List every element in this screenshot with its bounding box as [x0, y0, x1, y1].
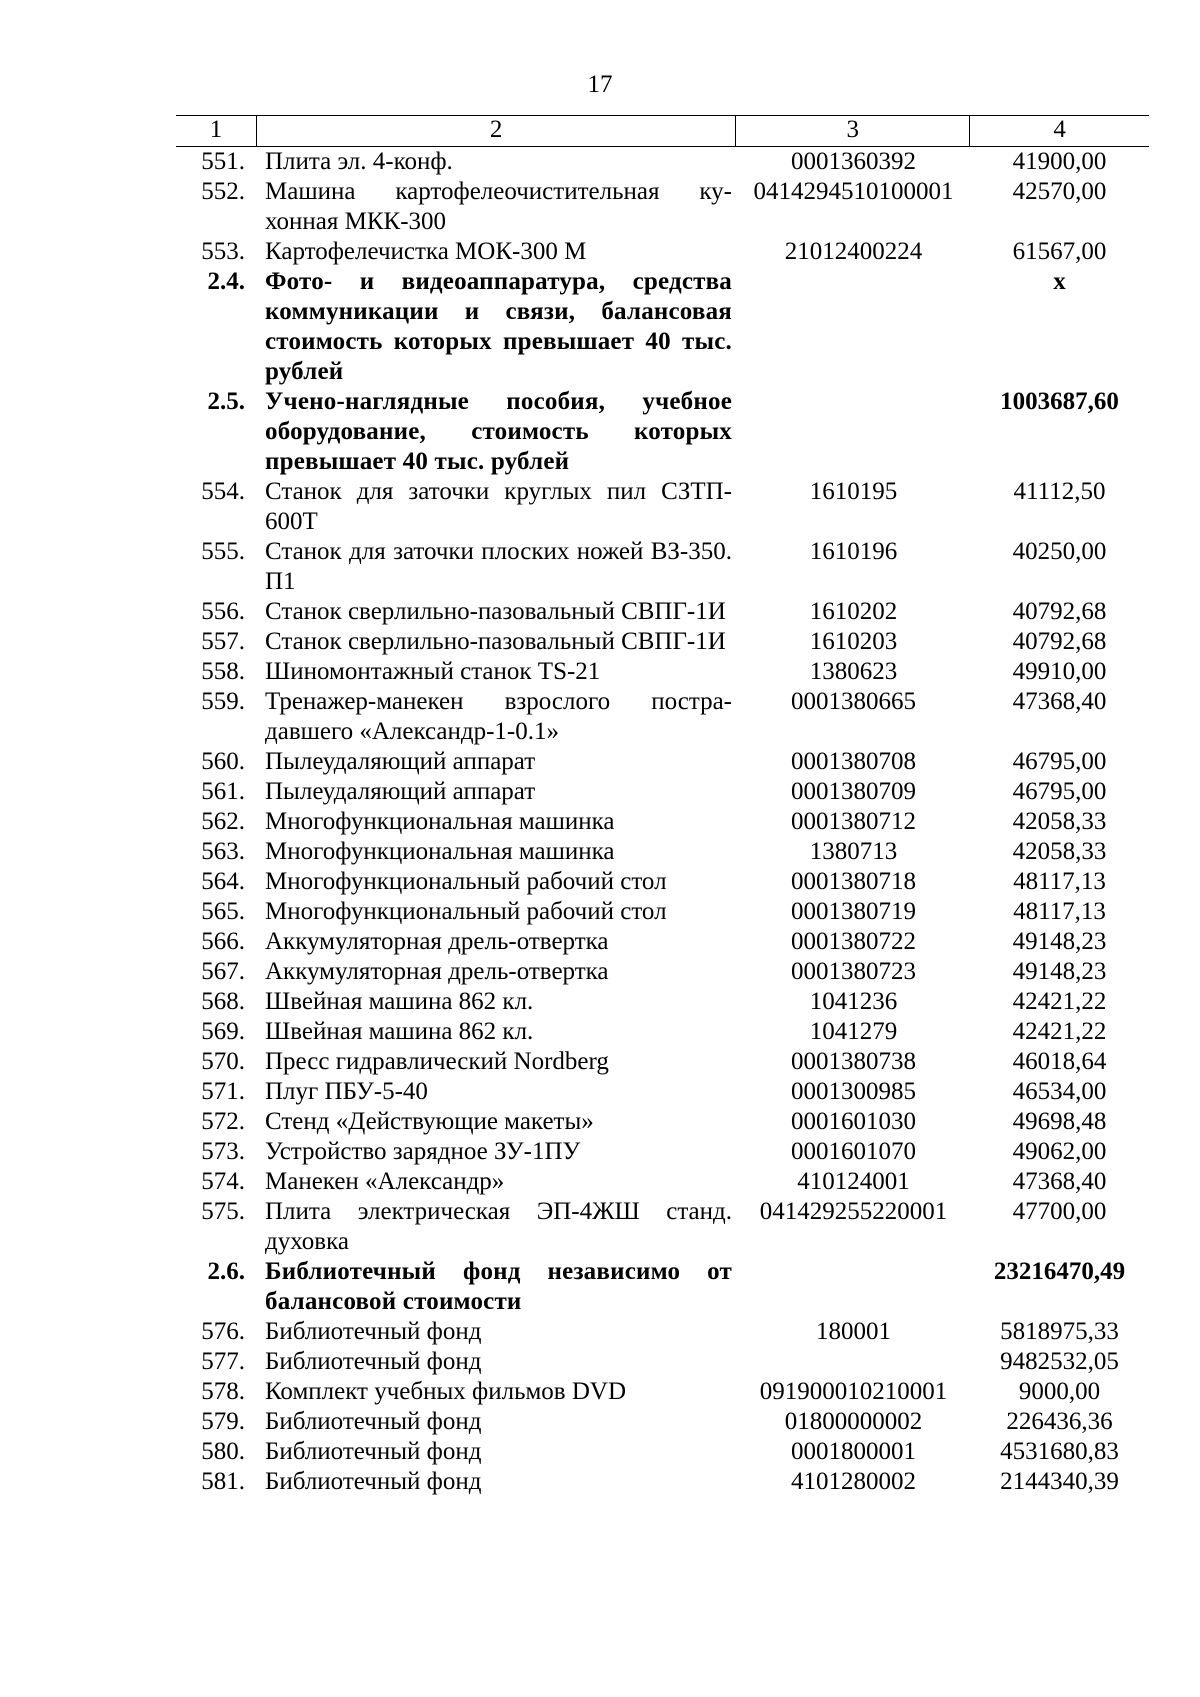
- item-value: х: [1053, 268, 1066, 295]
- row-number: 563.: [201, 838, 245, 865]
- row-number: 567.: [201, 958, 245, 985]
- item-name: Пылеудаляющий аппарат: [265, 778, 536, 805]
- inventory-code: 0001360392: [791, 148, 916, 175]
- item-value: 23216470,49: [993, 1258, 1126, 1285]
- section-row: [176, 267, 1149, 387]
- inventory-table: [176, 115, 1149, 1497]
- item-name: Шиномонтажный станок TS-21: [265, 658, 601, 685]
- row-number: 570.: [201, 1048, 245, 1075]
- inventory-code: 0001300985: [791, 1078, 916, 1105]
- item-value: 46795,00: [1012, 778, 1107, 805]
- item-value: 41112,50: [1013, 478, 1106, 505]
- table-row: [176, 237, 1149, 267]
- inventory-code: 0001380709: [791, 778, 916, 805]
- item-name: Аккумуляторная дрель-отвертка: [265, 958, 609, 985]
- item-value: 226436,36: [1006, 1408, 1113, 1435]
- item-name: Библиотечный фонд: [265, 1468, 482, 1495]
- item-name: Плита электрическая ЭП-4ЖШ станд. духовка: [265, 1198, 732, 1255]
- item-name: Аккумуляторная дрель-отвертка: [265, 928, 609, 955]
- row-number: 561.: [201, 778, 245, 805]
- item-value: 47368,40: [1012, 688, 1107, 715]
- table-row: [176, 1017, 1149, 1047]
- inventory-code: 0001601070: [791, 1138, 916, 1165]
- item-value: 61567,00: [1012, 238, 1107, 265]
- table-row: [176, 927, 1149, 957]
- item-name: Тренажер-манекен взрослого постра-давшего «Александр-1-0.1»: [265, 688, 732, 745]
- row-number: 558.: [201, 658, 245, 685]
- inventory-code: [737, 387, 970, 477]
- row-number: 2.6.: [207, 1258, 245, 1285]
- row-number: 568.: [201, 988, 245, 1015]
- item-name: Станок для заточки круглых пил СЗТП- 600Т: [265, 478, 732, 535]
- table-row: [176, 687, 1149, 747]
- row-number: 564.: [201, 868, 245, 895]
- table-row: [176, 657, 1149, 687]
- item-value: 47700,00: [1012, 1198, 1107, 1225]
- item-name: Многофункциональный рабочий стол: [265, 868, 667, 895]
- item-name: Машина картофелеочистительная ку-хонная МКК-300: [265, 178, 732, 235]
- section-row: [176, 1257, 1149, 1317]
- inventory-code: 041429255220001: [759, 1198, 948, 1225]
- header-col-4: 4: [1053, 116, 1066, 143]
- inventory-code: [737, 1257, 970, 1317]
- item-name: Картофелечистка МОК-300 М: [265, 238, 587, 265]
- inventory-code: 0001380723: [791, 958, 916, 985]
- table-row: [176, 537, 1149, 597]
- table-row: [176, 1317, 1149, 1347]
- header-col-3: 3: [736, 116, 970, 146]
- inventory-code: 1041279: [809, 1018, 898, 1045]
- table-row: [176, 1137, 1149, 1167]
- item-value: 49148,23: [1012, 958, 1107, 985]
- inventory-code: 0001800001: [791, 1438, 916, 1465]
- inventory-code: 1380713: [809, 838, 898, 865]
- inventory-code: [737, 1347, 970, 1377]
- table-row: [176, 897, 1149, 927]
- row-number: 578.: [201, 1378, 245, 1405]
- inventory-code: 0001380712: [791, 808, 916, 835]
- inventory-code: 4101280002: [791, 1468, 916, 1495]
- row-number: 551.: [201, 148, 245, 175]
- item-name: Библиотечный фонд: [265, 1348, 482, 1375]
- inventory-code: 1380623: [809, 658, 898, 685]
- item-value: 40792,68: [1012, 598, 1107, 625]
- inventory-code: 091900010210001: [759, 1378, 948, 1405]
- item-name: Учено-наглядные пособия, учебное оборудование, стоимость которых превышает 40 тыс. рублей: [265, 388, 732, 475]
- item-value: 46534,00: [1012, 1078, 1107, 1105]
- inventory-code: 0001601030: [791, 1108, 916, 1135]
- header-col-2: 2: [257, 116, 737, 146]
- inventory-code: 1610196: [809, 538, 898, 565]
- item-name: Многофункциональный рабочий стол: [265, 898, 667, 925]
- row-number: 580.: [201, 1438, 245, 1465]
- item-name: Библиотечный фонд: [265, 1438, 482, 1465]
- row-number: 557.: [201, 628, 245, 655]
- table-row: [176, 477, 1149, 537]
- table-row: [176, 1437, 1149, 1467]
- table-row: [176, 807, 1149, 837]
- table-row: [176, 1197, 1149, 1257]
- item-value: 9000,00: [1018, 1378, 1101, 1405]
- row-number: 2.5.: [207, 388, 245, 415]
- item-value: 42421,22: [1012, 1018, 1107, 1045]
- item-value: 49062,00: [1012, 1138, 1107, 1165]
- item-value: 42421,22: [1012, 988, 1107, 1015]
- item-value: 42570,00: [1012, 178, 1107, 205]
- row-number: 566.: [201, 928, 245, 955]
- item-value: 46795,00: [1012, 748, 1107, 775]
- item-name: Швейная машина 862 кл.: [265, 1018, 534, 1045]
- item-value: 5818975,33: [1000, 1318, 1119, 1345]
- table-row: [176, 957, 1149, 987]
- inventory-code: 0001380722: [791, 928, 916, 955]
- item-name: Комплект учебных фильмов DVD: [265, 1378, 627, 1405]
- row-number: 553.: [201, 238, 245, 265]
- section-row: [176, 387, 1149, 477]
- row-number: 573.: [201, 1138, 245, 1165]
- row-number: 574.: [201, 1168, 245, 1195]
- table-row: [176, 627, 1149, 657]
- table-row: [176, 1167, 1149, 1197]
- row-number: 577.: [201, 1348, 245, 1375]
- inventory-code: 1610202: [809, 598, 898, 625]
- item-name: Плита эл. 4-конф.: [265, 148, 453, 175]
- item-value: 42058,33: [1012, 808, 1107, 835]
- item-name: Швейная машина 862 кл.: [265, 988, 534, 1015]
- table-row: [176, 777, 1149, 807]
- item-name: Пресс гидравлический Nordberg: [265, 1048, 609, 1075]
- inventory-code: 01800000002: [784, 1408, 923, 1435]
- inventory-code: 1610195: [809, 478, 898, 505]
- table-row: [176, 867, 1149, 897]
- item-name: Станок сверлильно-пазовальный СВПГ-1И: [265, 628, 726, 655]
- row-number: 2.4.: [207, 268, 245, 295]
- row-number: 576.: [201, 1318, 245, 1345]
- row-number: 571.: [201, 1078, 245, 1105]
- inventory-code: 0001380665: [791, 688, 916, 715]
- item-name: Станок сверлильно-пазовальный СВПГ-1И: [265, 598, 726, 625]
- item-value: 40792,68: [1012, 628, 1107, 655]
- inventory-code: 0001380718: [791, 868, 916, 895]
- table-row: [176, 1377, 1149, 1407]
- item-name: Фото- и видеоаппаратура, средства коммуникации и связи, балансовая стоимость которых превышает 40 тыс. рублей: [265, 268, 732, 385]
- item-name: Пылеудаляющий аппарат: [265, 748, 536, 775]
- table-header: [176, 115, 1149, 147]
- inventory-code: [737, 267, 970, 387]
- item-name: Библиотечный фонд независимо от балансовой стоимости: [265, 1258, 732, 1315]
- item-value: 1003687,60: [1000, 388, 1119, 415]
- inventory-code: 1041236: [809, 988, 898, 1015]
- item-value: 46018,64: [1012, 1048, 1107, 1075]
- item-value: 47368,40: [1012, 1168, 1107, 1195]
- item-name: Многофункциональная машинка: [265, 838, 615, 865]
- item-value: 2144340,39: [1000, 1468, 1119, 1495]
- item-value: 40250,00: [1012, 538, 1107, 565]
- item-name: Плуг ПБУ-5-40: [265, 1078, 428, 1105]
- inventory-code: 1610203: [809, 628, 898, 655]
- table-row: [176, 1407, 1149, 1437]
- item-value: 4531680,83: [1000, 1438, 1119, 1465]
- item-value: 48117,13: [1013, 868, 1106, 895]
- item-value: 49698,48: [1012, 1108, 1107, 1135]
- table-row: [176, 177, 1149, 237]
- row-number: 581.: [201, 1468, 245, 1495]
- page-number: 17: [587, 71, 613, 98]
- row-number: 554.: [201, 478, 245, 505]
- table-row: [176, 1107, 1149, 1137]
- inventory-code: 0414294510100001: [753, 178, 954, 205]
- row-number: 579.: [201, 1408, 245, 1435]
- table-row: [176, 1047, 1149, 1077]
- table-body: [176, 147, 1149, 1497]
- row-number: 559.: [201, 688, 245, 715]
- row-number: 569.: [201, 1018, 245, 1045]
- table-row: [176, 1467, 1149, 1497]
- item-name: Устройство зарядное ЗУ-1ПУ: [265, 1138, 581, 1165]
- row-number: 572.: [201, 1108, 245, 1135]
- item-value: 49148,23: [1012, 928, 1107, 955]
- table-row: [176, 837, 1149, 867]
- row-number: 555.: [201, 538, 245, 565]
- row-number: 575.: [201, 1198, 245, 1225]
- item-name: Стенд «Действующие макеты»: [265, 1108, 594, 1135]
- item-value: 42058,33: [1012, 838, 1107, 865]
- inventory-code: 21012400224: [784, 238, 923, 265]
- inventory-code: 180001: [816, 1318, 891, 1345]
- item-name: Манекен «Александр»: [265, 1168, 505, 1195]
- row-number: 562.: [201, 808, 245, 835]
- item-name: Библиотечный фонд: [265, 1408, 482, 1435]
- table-row: [176, 1077, 1149, 1107]
- item-name: Станок для заточки плоских ножей ВЗ-350. П1: [265, 538, 732, 595]
- table-row: [176, 1347, 1149, 1377]
- table-row: [176, 597, 1149, 627]
- row-number: 560.: [201, 748, 245, 775]
- item-value: 48117,13: [1013, 898, 1106, 925]
- item-value: 9482532,05: [1000, 1348, 1119, 1375]
- inventory-code: 0001380738: [791, 1048, 916, 1075]
- item-value: 41900,00: [1012, 148, 1107, 175]
- table-row: [176, 747, 1149, 777]
- row-number: 552.: [201, 178, 245, 205]
- inventory-code: 0001380719: [791, 898, 916, 925]
- item-name: Многофункциональная машинка: [265, 808, 615, 835]
- inventory-code: 0001380708: [791, 748, 916, 775]
- item-value: 49910,00: [1012, 658, 1107, 685]
- row-number: 556.: [201, 598, 245, 625]
- header-col-1: 1: [176, 116, 257, 146]
- inventory-code: 410124001: [797, 1168, 910, 1195]
- row-number: 565.: [201, 898, 245, 925]
- table-row: [176, 147, 1149, 177]
- table-row: [176, 987, 1149, 1017]
- item-name: Библиотечный фонд: [265, 1318, 482, 1345]
